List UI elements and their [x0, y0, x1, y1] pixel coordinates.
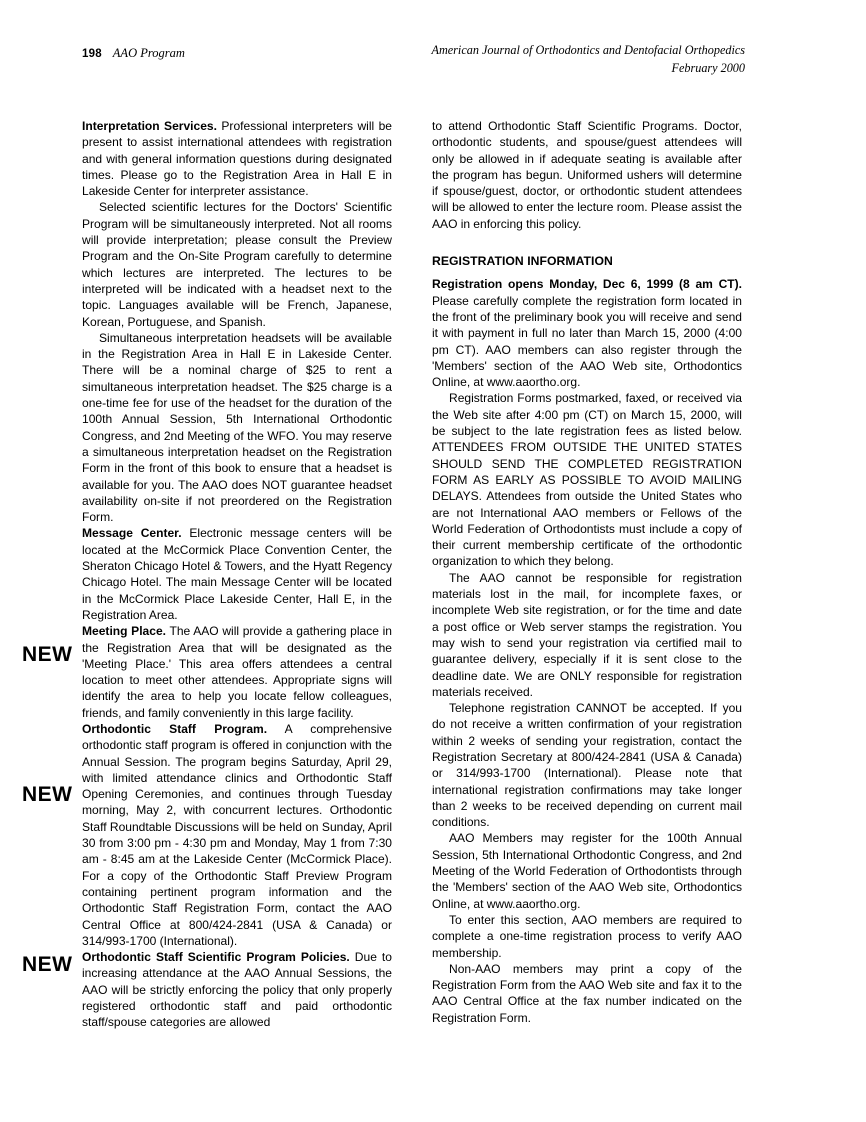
journal-citation	[432, 42, 745, 76]
paragraph	[432, 570, 742, 700]
paragraph-lead-in: Interpretation Services.	[82, 119, 217, 133]
issue-date: February 2000	[671, 60, 745, 75]
journal-name: American Journal of Orthodontics and Dentofacial Orthopedics	[431, 43, 745, 57]
paragraph-continuation: to attend Orthodontic Staff Scientific Programs. Doctor, orthodontic students, and spouse/guest attendees will only be allowed in if adequate seating is available after the program has begun. Uniformed ushers will determine if spouse/guest, doctor, or orthodontic student attendees will be allowed to enter the lecture room. Please assist the AAO in enforcing this policy.	[432, 119, 742, 231]
column-right	[432, 118, 742, 1026]
paragraph	[432, 390, 742, 569]
new-marker: NEW	[22, 783, 73, 806]
running-head	[0, 44, 866, 84]
paragraph	[82, 118, 392, 199]
page-number: 198	[82, 48, 102, 60]
paragraph-text: Please carefully complete the registration form located in the front of the preliminary book you will receive and send it with payment in full no later than March 15, 2000 (4:00 pm CT). AAO members can also register through the 'Members' section of the AAO Web site, Orthodontics Online, at www.aaortho.org.	[432, 293, 742, 390]
paragraph	[82, 949, 392, 1030]
paragraph-text: Non-AAO members may print a copy of the Registration Form from the AAO Web site and fax it to the AAO Central Office at the fax number indicated on the Registration Form.	[432, 961, 742, 1025]
paragraph	[82, 721, 392, 949]
paragraph	[82, 525, 392, 623]
paragraph-lead-in: Orthodontic Staff Scientific Program Policies.	[82, 950, 350, 965]
paragraph-text: The AAO will provide a gathering place in the Registration Area that will be designated as the 'Meeting Place.' This area offers attendees a central location to meet other attendees. Appropriate signs will identify the area to help you locate fellow colleagues, friends, and family conveniently in this large facility.	[82, 624, 392, 720]
paragraph	[82, 199, 392, 329]
paragraph-lead-in: Registration opens Monday, Dec 6, 1999 (8 am CT).	[432, 277, 742, 292]
new-marker: NEW	[22, 643, 73, 666]
folio-block	[82, 44, 185, 62]
paragraph	[432, 700, 742, 830]
paragraph-text: Selected scientific lectures for the Doctors' Scientific Program will be simultaneously interpreted. Not all rooms will provide interpretation; please consult the Preview Program and the On-Site Program carefully to determine which lectures are interpreted. The lectures to be interpreted will be indicated with a headset next to the topic. Languages available will be French, Japanese, Korean, Portuguese, and Spanish.	[82, 200, 392, 329]
paragraph-text: Simultaneous interpretation headsets will be available in the Registration Area in Hall E in Lakeside Center. There will be a nominal charge of $25 to rent a simultaneous interpretation headset. The $25 charge is a one-time fee for use of the headset for the duration of the 100th Annual Session, 5th International Orthodontic Congress, and 2nd Meeting of the WFO. You may reserve a simultaneous interpretation headset on the Registration Form in the front of this book to ensure that a headset is available for you. The AAO does NOT guarantee headset availability on-site if not preordered on the Registration Form.	[82, 330, 392, 525]
paragraph-text: AAO Members may register for the 100th Annual Session, 5th International Orthodontic Congress, and 2nd Meeting of the World Federation of Orthodontists through the 'Members' section of the AAO Web site, Orthodontics Online, at www.aaortho.org.	[432, 831, 742, 911]
paragraph-text: Due to increasing attendance at the AAO Annual Sessions, the AAO will be strictly enforcing the policy that only properly registered orthodontic staff and paid orthodontic staff/spouse categories are allowed	[82, 950, 392, 1030]
new-marker: NEW	[22, 953, 73, 976]
paragraph-text: The AAO cannot be responsible for registration materials lost in the mail, for incomplete faxes, or incomplete Web site registration, or for the time and date a post office or Web server stamps the registration. You may wish to send your registration via certified mail to guarantee delivery, especially if it is sent close to the deadline date. We are ONLY responsible for registration materials received.	[432, 570, 742, 699]
paragraph-lead-in: Orthodontic Staff Program.	[82, 721, 268, 736]
paragraph-text: Telephone registration CANNOT be accepted. If you do not receive a written confirmation of your registration within 2 weeks of sending your registration, contact the Registration Secretary at 800/424-2841 (USA & Canada) or 314/993-1700 (International). Please note that international registration confirmations may take longer than 2 weeks to be received depending on current mail conditions.	[432, 701, 742, 830]
section-heading-registration-information: REGISTRATION INFORMATION	[432, 254, 613, 269]
paragraph	[82, 623, 392, 721]
paragraph-lead-in: Message Center.	[82, 526, 182, 541]
paragraph-text: A comprehensive orthodontic staff program is offered in conjunction with the Annual Session. The program begins Saturday, April 29, with limited attendance clinics and Orthodontic Staff Opening Ceremonies, and continues through Tuesday morning, May 2, with concurrent lectures. Orthodontic Staff Roundtable Discussions will be held on Sunday, April 30 from 3:00 pm - 4:30 pm and Monday, May 1 from 7:30 am - 8:45 am at the Lakeside Center (McCormick Place). For a copy of the Orthodontic Staff Preview Program containing pertinent program information and the Orthodontic Staff Registration Form, contact the AAO Central Office at 800/424-2841 (USA & Canada) or 314/993-1700 (International).	[82, 721, 392, 948]
paragraph	[432, 961, 742, 1026]
paragraph	[432, 912, 742, 961]
running-title: AAO Program	[112, 46, 185, 60]
paragraph-text: Electronic message centers will be located at the McCormick Place Convention Center, the Sheraton Chicago Hotel & Towers, and the Hyatt Regency Chicago Hotel. The main Message Center will be located in the McCormick Place Lakeside Center, Hall E, in the Registration Area.	[82, 526, 392, 622]
paragraph-lead-in: Meeting Place.	[82, 624, 167, 639]
column-left	[82, 118, 392, 1031]
paragraph	[432, 276, 742, 390]
paragraph-text: To enter this section, AAO members are required to complete a one-time registration process to verify AAO membership.	[432, 912, 742, 960]
paragraph	[82, 330, 392, 526]
paragraph-text: Registration Forms postmarked, faxed, or received via the Web site after 4:00 pm (CT) on March 15, 2000, will be subject to the late registration fees as listed below. ATTENDEES FROM OUTSIDE THE UNITED STATES SHOULD SEND THE COMPLETED REGISTRATION FORM AS EARLY AS POSSIBLE TO AVOID MAILING DELAYS. Attendees from outside the United States who are not International AAO members or Fellows of the World Federation of Orthodontists must include a copy of their current membership certificate of the orthodontic organization to which they belong.	[432, 391, 742, 569]
text-columns	[82, 118, 745, 1038]
paragraph	[432, 830, 742, 911]
paragraph-text: Professional interpreters will be present to assist international attendees with registration and with general information questions during designated times. Please go to the Registration Area in Hall E in Lakeside Center for interpreter assistance.	[82, 119, 392, 199]
